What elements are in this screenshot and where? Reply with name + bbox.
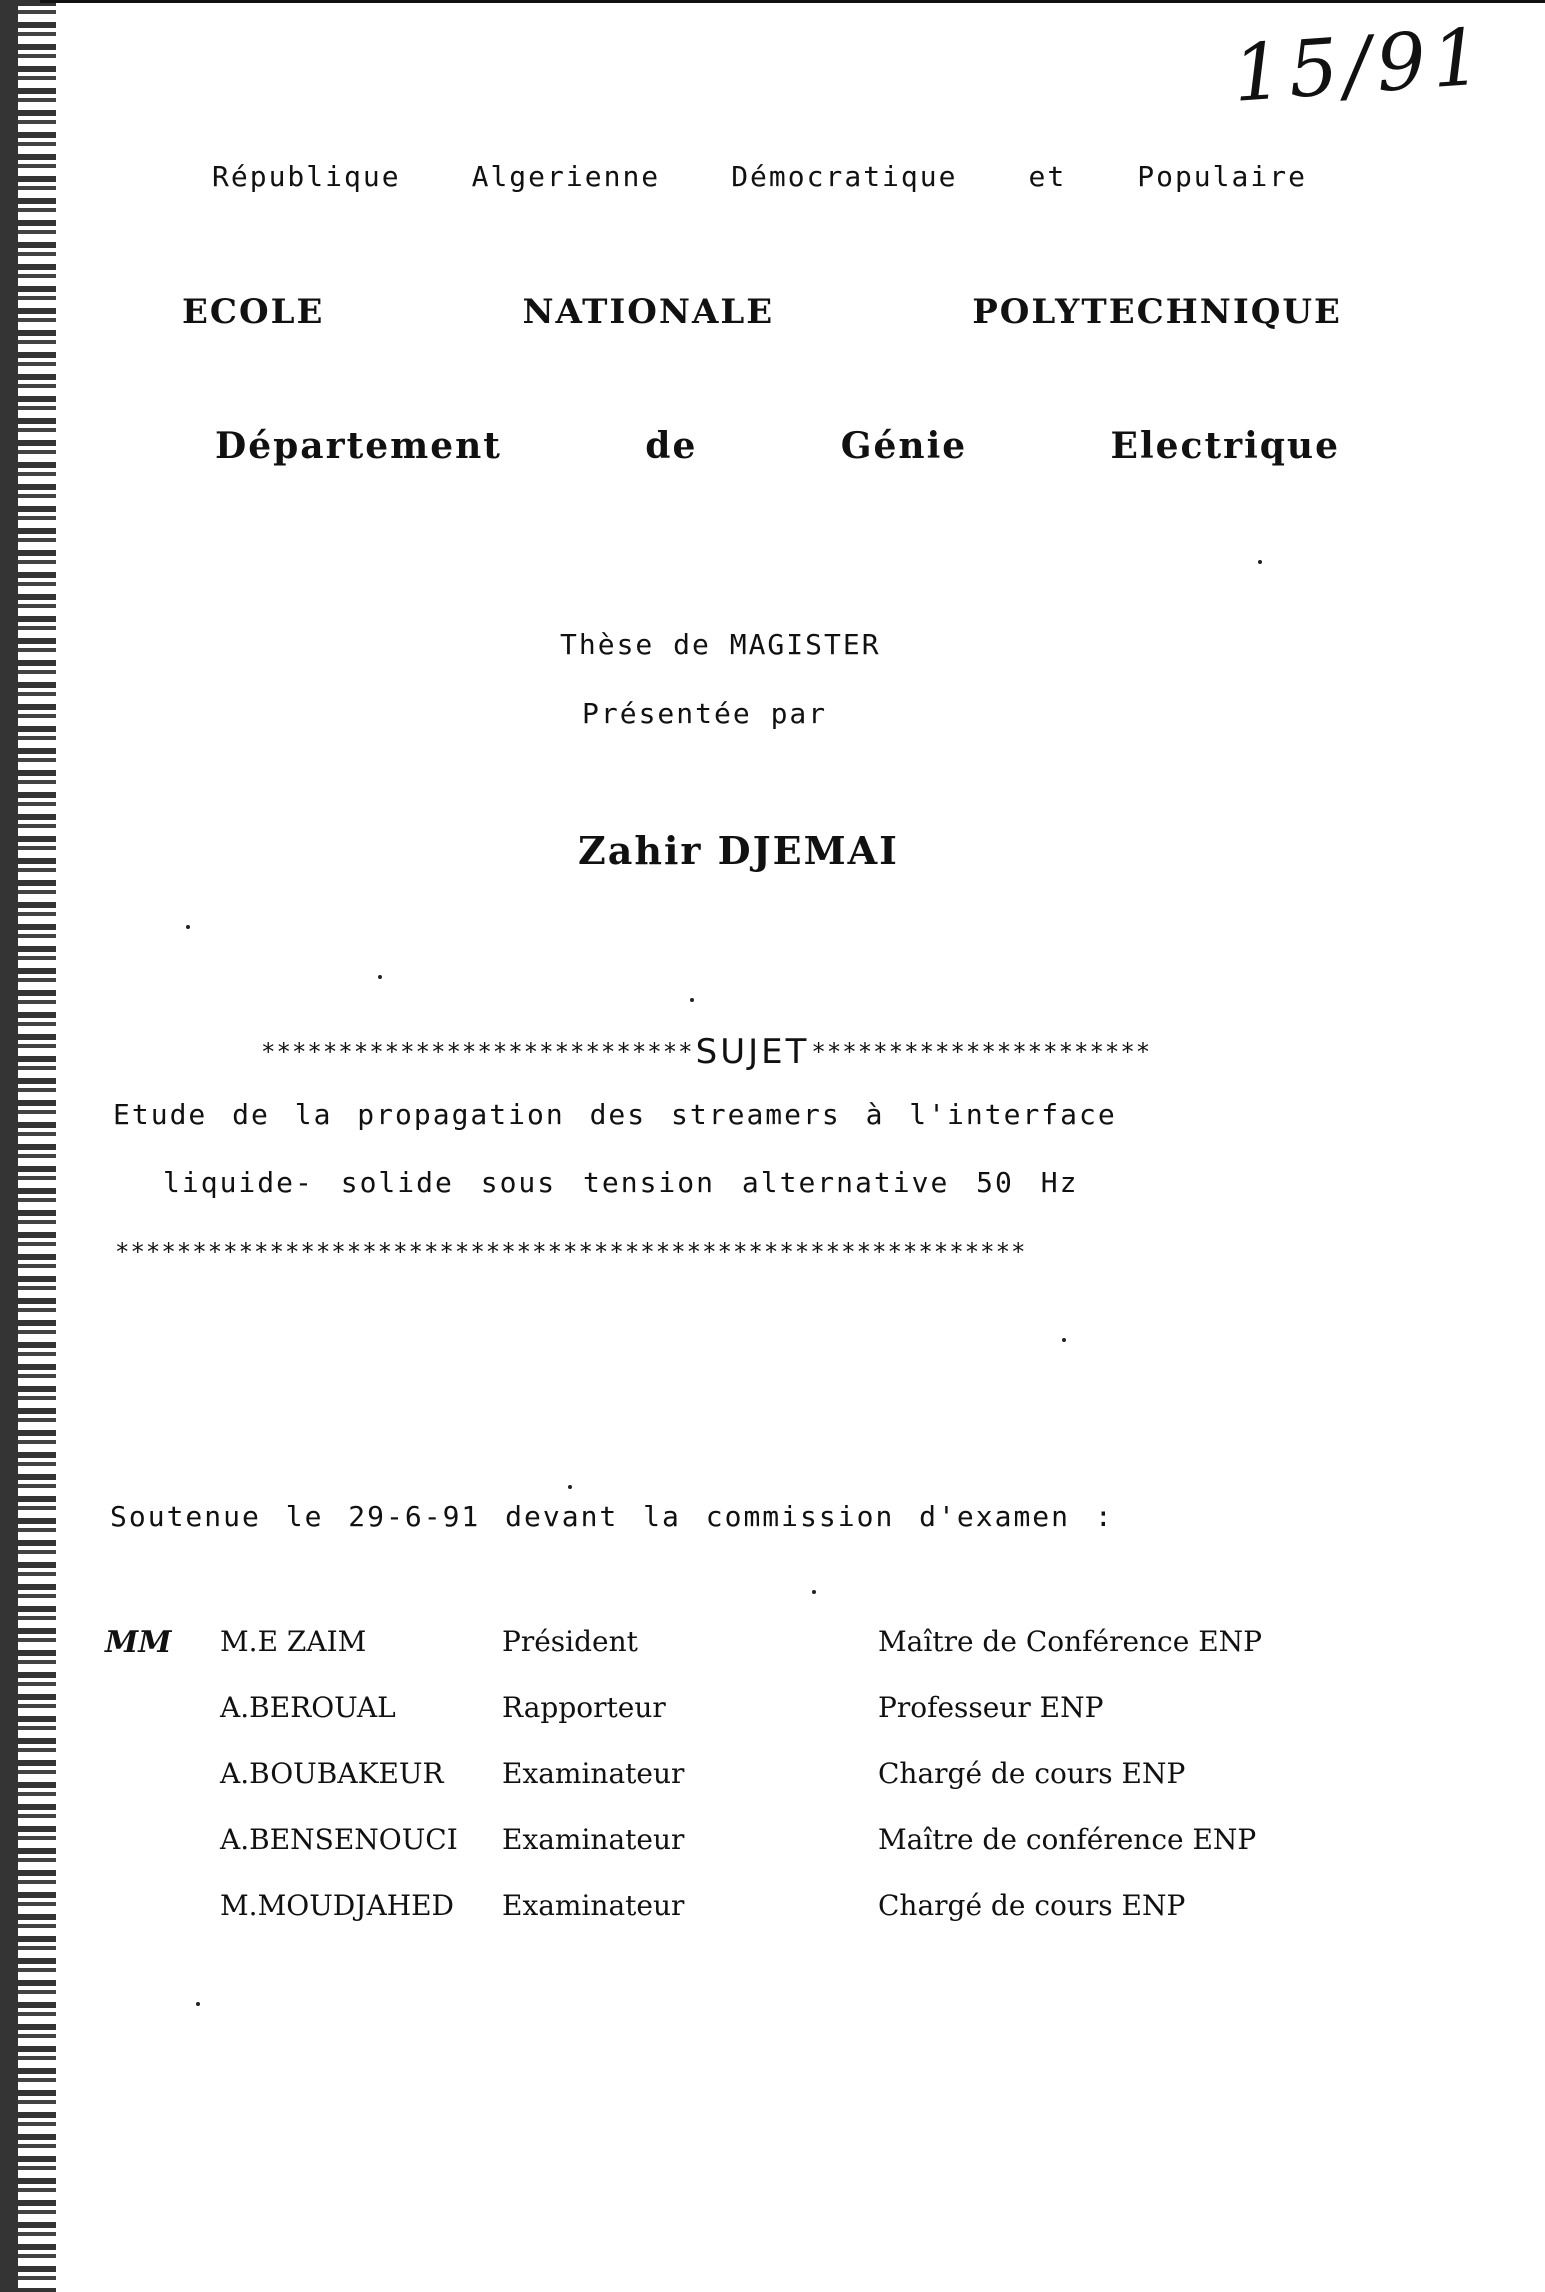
- subject-label: SUJET: [695, 1032, 810, 1072]
- stars-left: ****************************: [261, 1038, 694, 1066]
- subject-line-1: Etude de la propagation des streamers à l'interface: [113, 1098, 1117, 1131]
- scan-speck: [196, 2002, 200, 2006]
- thesis-type: Thèse de MAGISTER: [560, 628, 881, 661]
- stars-bottom: ***********************************************************: [115, 1238, 1027, 1266]
- member-rank: Maître de conférence ENP: [878, 1823, 1257, 1856]
- scan-speck: [568, 1485, 572, 1489]
- committee-row: [105, 1625, 1405, 1691]
- author-name: Zahir DJEMAI: [578, 828, 899, 873]
- republic-word: et: [1028, 160, 1067, 193]
- member-role: Rapporteur: [502, 1691, 666, 1724]
- defense-statement: Soutenue le 29-6-91 devant la commission d'examen :: [110, 1500, 1114, 1533]
- subject-bottom-divider: [115, 1238, 1390, 1266]
- department-word: Génie: [840, 425, 968, 467]
- member-name: A.BOUBAKEUR: [220, 1757, 444, 1790]
- scan-edge-shadow: [0, 0, 56, 2292]
- committee-row: [105, 1823, 1405, 1889]
- scan-speck: [1258, 560, 1262, 564]
- school-word: ECOLE: [182, 292, 325, 332]
- member-role: Examinateur: [502, 1889, 685, 1922]
- republic-word: Algerienne: [471, 160, 661, 193]
- member-role: Examinateur: [502, 1823, 685, 1856]
- subject-line-2: liquide- solide sous tension alternative 50 Hz: [163, 1166, 1079, 1199]
- member-rank: Chargé de cours ENP: [878, 1757, 1186, 1790]
- republic-word: Populaire: [1137, 160, 1307, 193]
- scan-speck: [1062, 1338, 1066, 1342]
- stars-right: **********************: [811, 1038, 1152, 1066]
- presented-by: Présentée par: [582, 697, 828, 730]
- member-name: A.BEROUAL: [220, 1691, 396, 1724]
- department-word: de: [645, 425, 698, 467]
- republic-word: République: [212, 160, 401, 193]
- committee-row: [105, 1691, 1405, 1757]
- republic-line: [212, 160, 1307, 193]
- member-name: M.E ZAIM: [220, 1625, 367, 1658]
- department-word: Département: [215, 425, 502, 467]
- scan-speck: [812, 1590, 816, 1594]
- member-role: Président: [502, 1625, 638, 1658]
- republic-word: Démocratique: [731, 160, 958, 193]
- scan-speck: [690, 998, 694, 1002]
- committee-table: [105, 1625, 1405, 1955]
- member-name: A.BENSENOUCI: [220, 1823, 458, 1856]
- scan-speck: [186, 925, 190, 929]
- handwritten-reference-number: 15/91: [1230, 12, 1491, 120]
- member-rank: Chargé de cours ENP: [878, 1889, 1186, 1922]
- school-word: POLYTECHNIQUE: [972, 292, 1342, 332]
- committee-row: [105, 1889, 1405, 1955]
- department-word: Electrique: [1110, 425, 1340, 467]
- member-role: Examinateur: [502, 1757, 685, 1790]
- school-word: NATIONALE: [522, 292, 775, 332]
- committee-row: [105, 1757, 1405, 1823]
- school-name: [182, 292, 1342, 332]
- subject-top-divider: [115, 1032, 1390, 1072]
- member-name: M.MOUDJAHED: [220, 1889, 454, 1922]
- department-name: [215, 425, 1340, 467]
- member-rank: Maître de Conférence ENP: [878, 1625, 1262, 1658]
- scan-top-edge: [40, 0, 1545, 3]
- scan-speck: [378, 975, 382, 979]
- committee-title: MM: [105, 1625, 172, 1660]
- member-rank: Professeur ENP: [878, 1691, 1104, 1724]
